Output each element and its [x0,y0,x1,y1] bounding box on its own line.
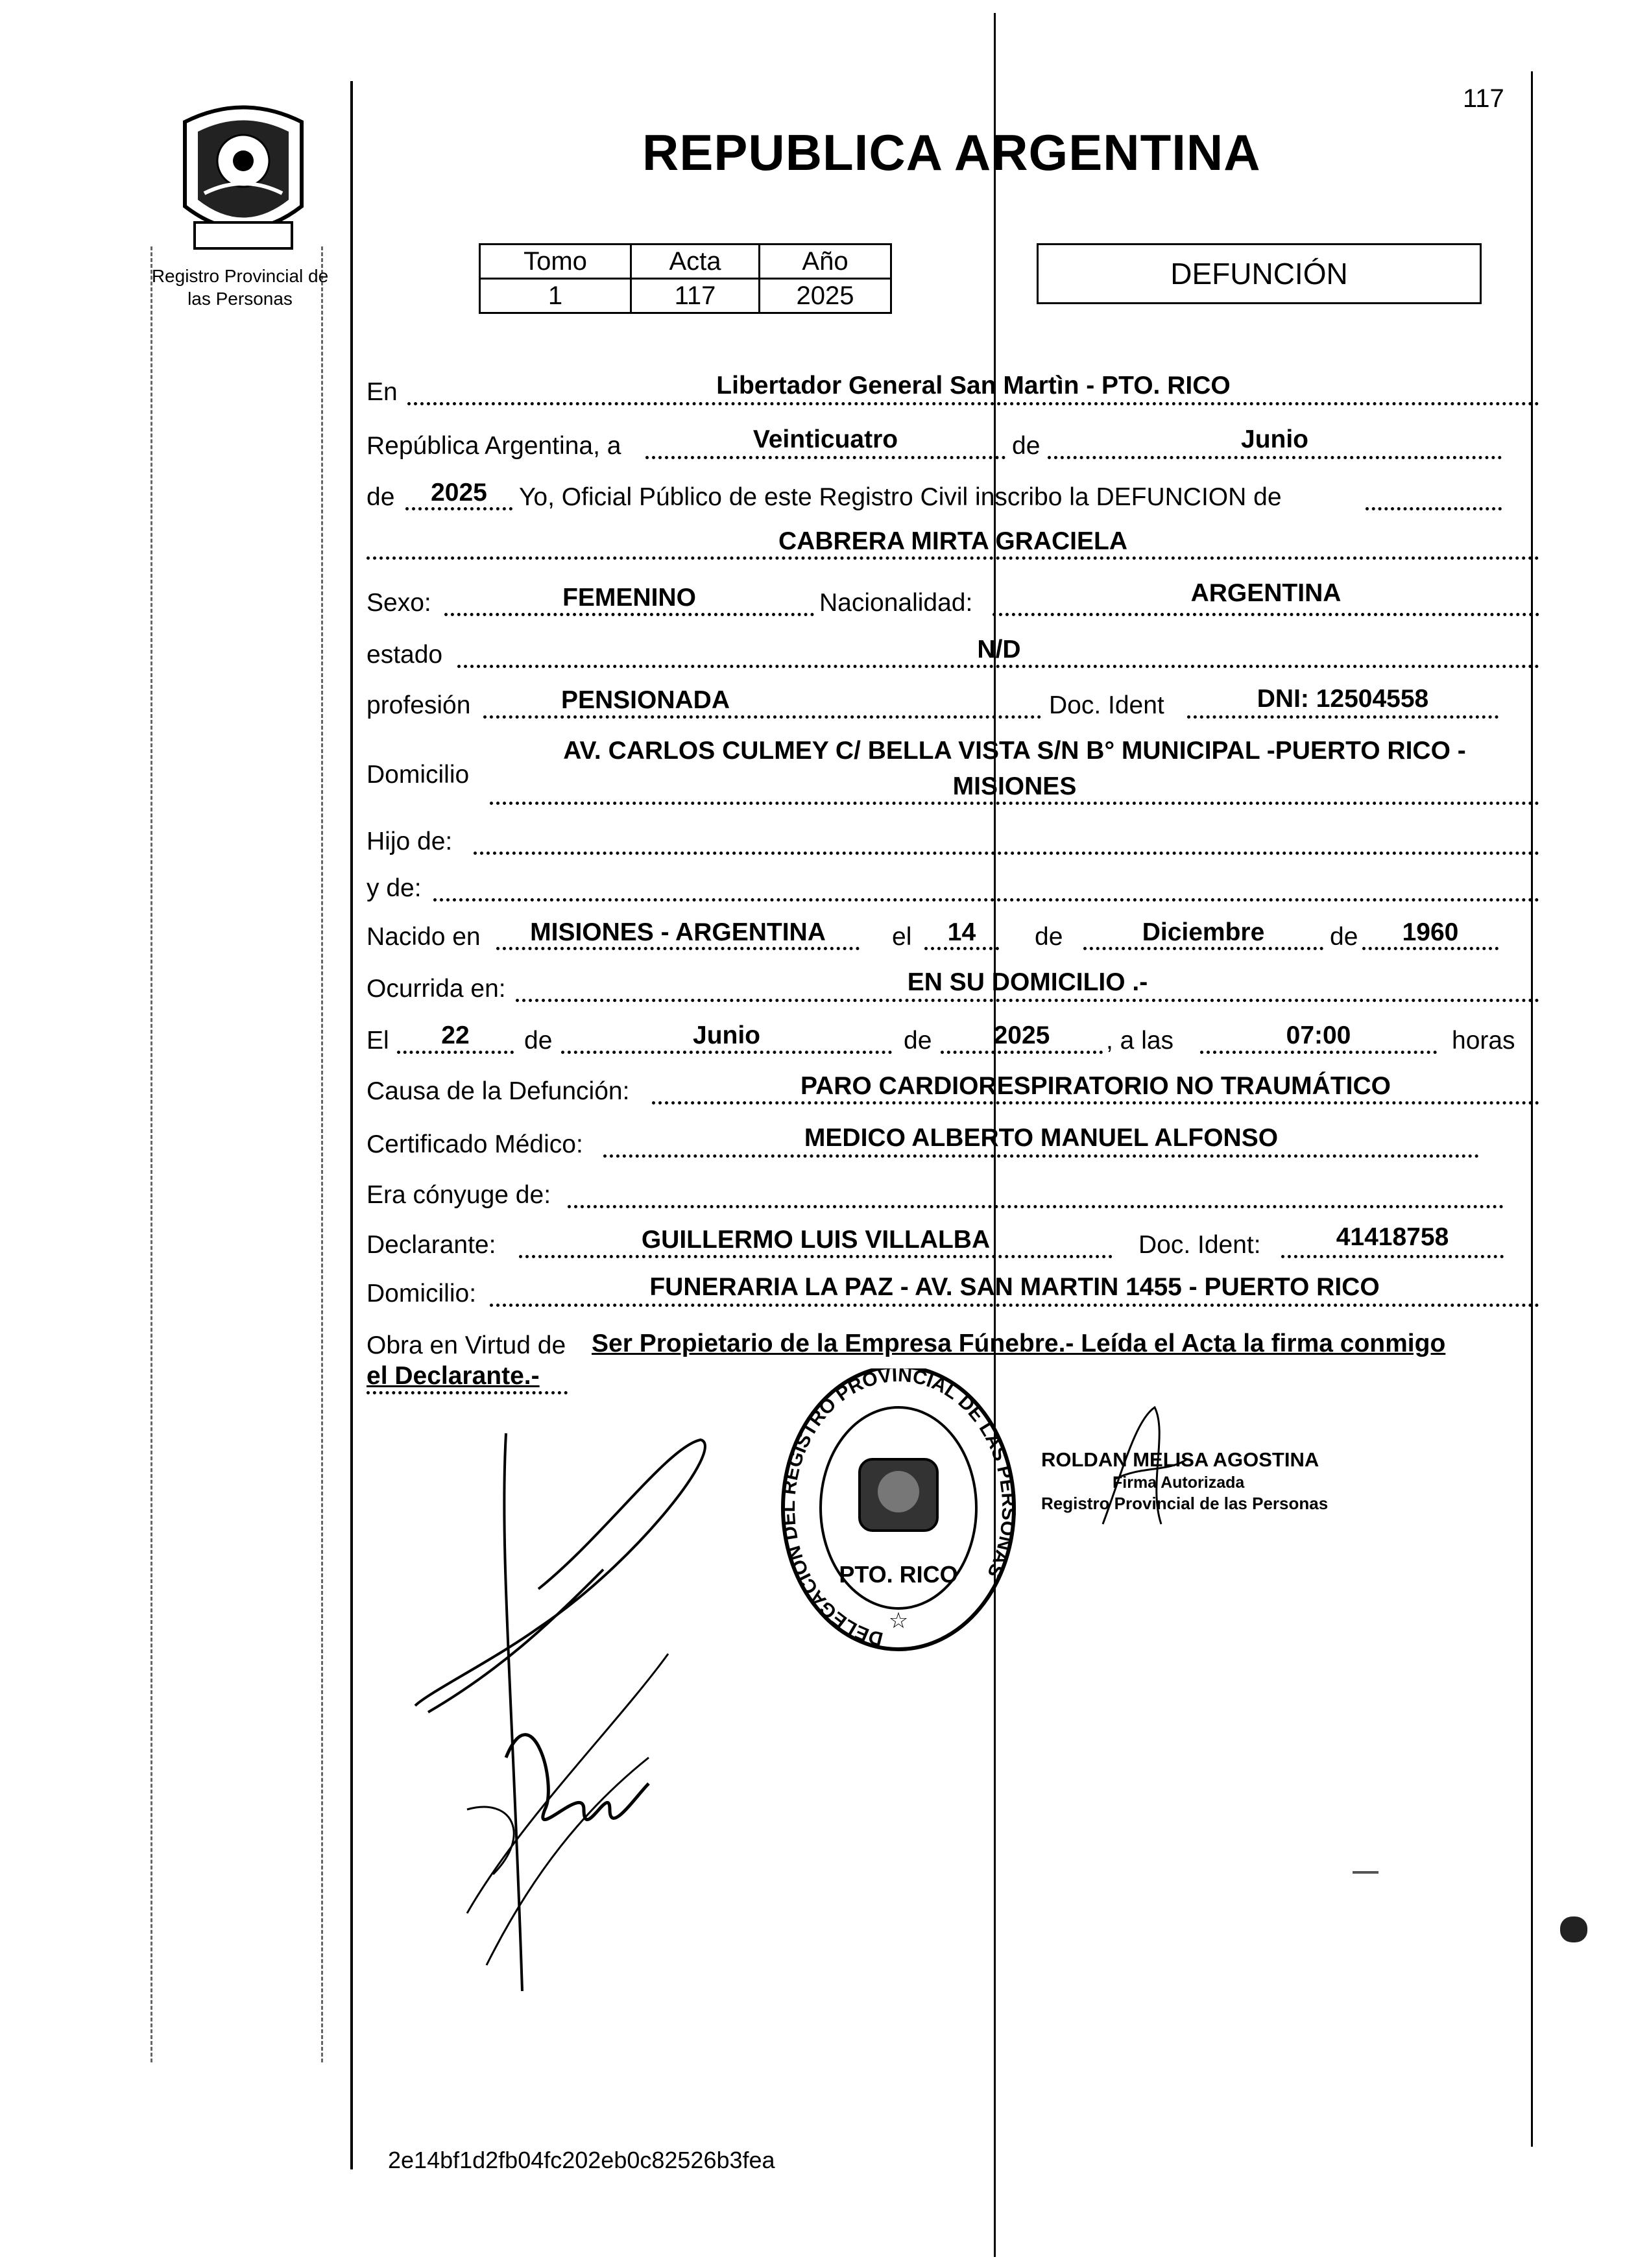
birth-day: 14 [947,918,976,946]
death-de-label: de [524,1027,553,1055]
domicilio-line1: AV. CARLOS CULMEY C/ BELLA VISTA S/N B° MUNICIPAL -PUERTO RICO - [563,737,1466,765]
en-label: En [367,378,398,406]
header-acta: Acta [631,245,760,279]
officer-name: ROLDAN MELISA AGOSTINA [1041,1448,1319,1471]
death-time: 07:00 [1286,1021,1351,1049]
ocurrida-line [516,999,1539,1002]
domicilio-label: Domicilio [367,761,470,789]
header-anio: Año [760,245,891,279]
document-title: REPUBLICA ARGENTINA [642,124,1261,181]
scan-speck-small [1353,1871,1378,1874]
alas-label: , a las [1106,1027,1174,1055]
obra-line [367,1391,568,1394]
domicilio-line2: MISIONES [952,772,1077,800]
death-year-line [941,1051,1103,1054]
registry-label: Registro Provincial de las Personas [151,266,329,309]
nacido-line [496,947,860,950]
nacionalidad-line [993,613,1539,616]
officer-role: Firma Autorizada [1113,1473,1245,1492]
profesion-line [483,715,1041,719]
birth-de2-label: de [1330,923,1358,951]
name-line [367,556,1539,560]
declarante-doc-line [1281,1255,1504,1258]
day-line [645,456,1005,459]
stamp-ring-text: DELEGACION DEL REGISTRO PROVINCIAL DE LAS PERSONAS [777,1368,1020,1650]
year-prefix-label: de [367,483,395,511]
left-margin-line [350,81,353,2169]
estado-label: estado [367,641,443,669]
nacido-value: MISIONES - ARGENTINA [530,918,826,946]
declarante-value: GUILLERMO LUIS VILLALBA [641,1226,991,1254]
republica-label: República Argentina, a [367,432,621,460]
hijo-label: Hijo de: [367,828,453,855]
domicilio2-value: FUNERARIA LA PAZ - AV. SAN MARTIN 1455 - PUERTO RICO [649,1273,1380,1301]
birth-month-line [1083,947,1323,950]
scan-speck [1560,1916,1587,1942]
yde-line [433,898,1539,901]
yo-text: Yo, Oficial Público de este Registro Civil inscribo la DEFUNCION de [519,483,1282,511]
en-line [407,402,1539,405]
declarante-doc-label: Doc. Ident: [1138,1231,1261,1259]
declarant-signature [389,1420,752,2004]
yo-line [1366,507,1502,510]
de-label: de [1012,432,1041,460]
left-dash-line-2 [321,246,323,2062]
birth-month: Diciembre [1142,918,1265,946]
profesion-value: PENSIONADA [560,686,730,714]
registry-stamp [775,1368,1022,1667]
certificado-label: Certificado Médico: [367,1130,583,1158]
officer-office: Registro Provincial de las Personas [1041,1494,1329,1513]
domicilio2-label: Domicilio: [367,1280,477,1307]
estado-value: N/D [977,636,1021,663]
estado-line [457,665,1539,668]
declarante-line [519,1255,1113,1258]
document-type-box [1037,243,1482,304]
death-de2-label: de [904,1027,932,1055]
nacionalidad-label: Nacionalidad: [819,589,973,617]
horas-label: horas [1452,1027,1515,1055]
value-acta: 117 [631,279,760,313]
month-text: Junio [1241,425,1308,453]
sexo-label: Sexo: [367,589,431,617]
nacionalidad-value: ARGENTINA [1190,579,1342,607]
birth-year-line [1362,947,1499,950]
year-value: 2025 [431,479,487,507]
death-month-line [561,1051,892,1054]
obra-label: Obra en Virtud de [367,1331,566,1359]
el-label: el [892,923,912,951]
left-dash-line [150,246,152,2062]
doc-ident-value: DNI: 12504558 [1257,685,1429,713]
causa-label: Causa de la Defunción: [367,1077,630,1105]
yde-label: y de: [367,874,422,902]
value-anio: 2025 [760,279,891,313]
record-table [479,243,892,314]
header-tomo: Tomo [480,245,631,279]
declarante-label: Declarante: [367,1231,496,1259]
sexo-value: FEMENINO [562,584,696,612]
sexo-line [444,613,814,616]
hijo-line [474,852,1539,855]
domicilio-line [490,802,1539,805]
death-year: 2025 [993,1021,1050,1049]
birth-year: 1960 [1402,918,1459,946]
certificado-value: MEDICO ALBERTO MANUEL ALFONSO [804,1124,1279,1152]
ocurrida-label: Ocurrida en: [367,975,506,1003]
value-tomo: 1 [480,279,631,313]
death-month: Junio [693,1021,760,1049]
birth-de-label: de [1035,923,1063,951]
stamp-star-icon: ☆ [888,1608,909,1634]
year-line [405,507,512,510]
doc-ident-line [1187,715,1499,719]
death-day: 22 [441,1021,470,1049]
ocurrida-value: EN SU DOMICILIO .- [907,968,1148,996]
profesion-label: profesión [367,691,471,719]
doc-ident-label: Doc. Ident [1049,691,1164,719]
province-emblem-icon [172,96,315,258]
causa-line [652,1101,1539,1104]
death-el-label: El [367,1027,389,1055]
deceased-name: CABRERA MIRTA GRACIELA [778,527,1128,555]
declarante-doc-value: 41418758 [1336,1223,1449,1251]
birth-day-line [924,947,999,950]
certificado-line [603,1154,1479,1158]
death-day-line [397,1051,514,1054]
month-line [1048,456,1502,459]
conyuge-line [568,1205,1504,1208]
en-value: Libertador General San Martìn - PTO. RICO [716,372,1231,400]
obra-value: Ser Propietario de la Empresa Fúnebre.- Leída el Acta la firma conmigo [592,1330,1446,1357]
domicilio2-line [490,1304,1539,1307]
obra-value2: el Declarante.- [367,1362,540,1390]
stamp-center-text: PTO. RICO [839,1561,958,1588]
causa-value: PARO CARDIORESPIRATORIO NO TRAUMÁTICO [800,1072,1391,1100]
signature-block [1041,1448,1328,1514]
death-time-line [1200,1051,1437,1054]
day-text: Veinticuatro [752,425,898,453]
page-number: 117 [1463,84,1504,113]
conyuge-label: Era cónyuge de: [367,1181,551,1209]
nacido-label: Nacido en [367,923,481,951]
document-type: DEFUNCIÓN [1170,257,1348,291]
document-hash: 2e14bf1d2fb04fc202eb0c82526b3fea [388,2147,775,2173]
